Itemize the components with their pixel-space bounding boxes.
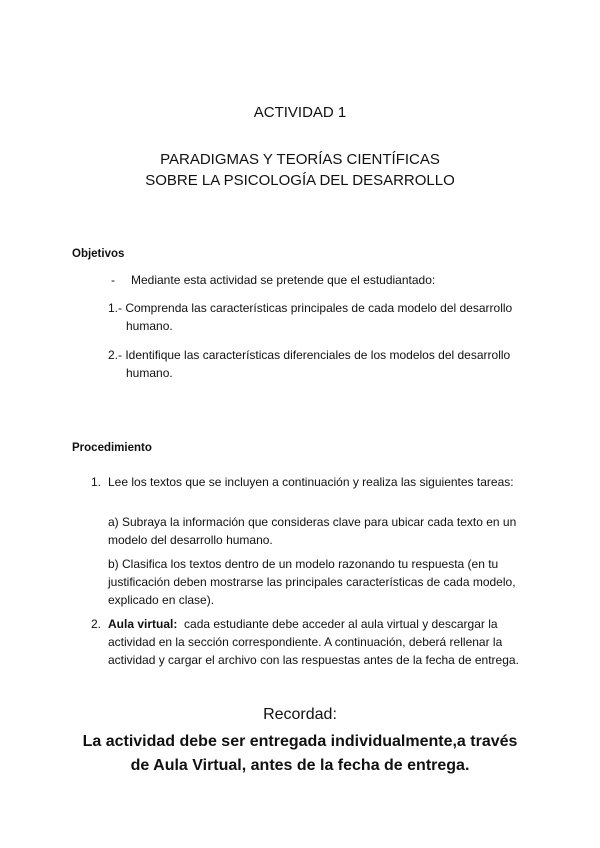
- step-1-text: Lee los textos que se incluyen a continuación y realiza las siguientes tareas:: [108, 475, 514, 489]
- objective-item-2-line-2: humano.: [126, 366, 173, 380]
- reminder-line-2: de Aula Virtual, antes de la fecha de entrega.: [130, 757, 470, 774]
- step-1b: [108, 555, 516, 609]
- objective-item-1: [108, 299, 512, 335]
- page-subtitle: [0, 149, 600, 191]
- reminder-line-1: La actividad debe ser entregada individualmente,a través: [82, 733, 518, 750]
- objectives-bullet-marker: -: [111, 273, 115, 287]
- objective-item-2-line-1: 2.- Identifique las características diferenciales de los modelos del desarrollo: [108, 348, 511, 362]
- subtitle-line-2: SOBRE LA PSICOLOGÍA DEL DESARROLLO: [145, 172, 455, 189]
- step-2-line-2: actividad en la sección correspondiente. A continuación, deberá rellenar la: [108, 635, 503, 649]
- page-title: ACTIVIDAD 1: [253, 104, 347, 121]
- step-1a-line-2: modelo del desarrollo humano.: [108, 533, 273, 547]
- objective-item-1-line-2: humano.: [126, 319, 173, 333]
- step-1b-line-3: explicado en clase).: [108, 593, 215, 607]
- step-2-line-3: actividad y cargar el archivo con las respuestas antes de la fecha de entrega.: [108, 653, 519, 667]
- objective-item-2: [108, 346, 510, 382]
- step-2-label: Aula virtual:: [108, 617, 178, 631]
- reminder-text: [0, 730, 600, 778]
- step-1b-line-2: justificación deben mostrarse las principales características de cada modelo,: [108, 575, 516, 589]
- objectives-heading: Objetivos: [72, 248, 125, 260]
- step-2-line-1: [108, 615, 519, 633]
- reminder-heading: Recordad:: [263, 706, 337, 723]
- step-1b-line-1: b) Clasifica los textos dentro de un modelo razonando tu respuesta (en tu: [108, 557, 499, 571]
- step-2-line-1-text: cada estudiante debe acceder al aula virtual y descargar la: [184, 617, 498, 631]
- procedure-heading: Procedimiento: [72, 442, 152, 454]
- objectives-intro: Mediante esta actividad se pretende que el estudiantado:: [131, 273, 436, 287]
- step-2: [108, 615, 519, 669]
- step-1a-line-1: a) Subraya la información que consideras clave para ubicar cada texto en un: [108, 515, 517, 529]
- subtitle-line-1: PARADIGMAS Y TEORÍAS CIENTÍFICAS: [160, 151, 440, 168]
- objective-item-1-line-1: 1.- Comprenda las características principales de cada modelo del desarrollo: [108, 301, 513, 315]
- step-1-number: 1.: [91, 475, 102, 489]
- step-1a: [108, 513, 516, 549]
- step-2-number: 2.: [91, 617, 102, 631]
